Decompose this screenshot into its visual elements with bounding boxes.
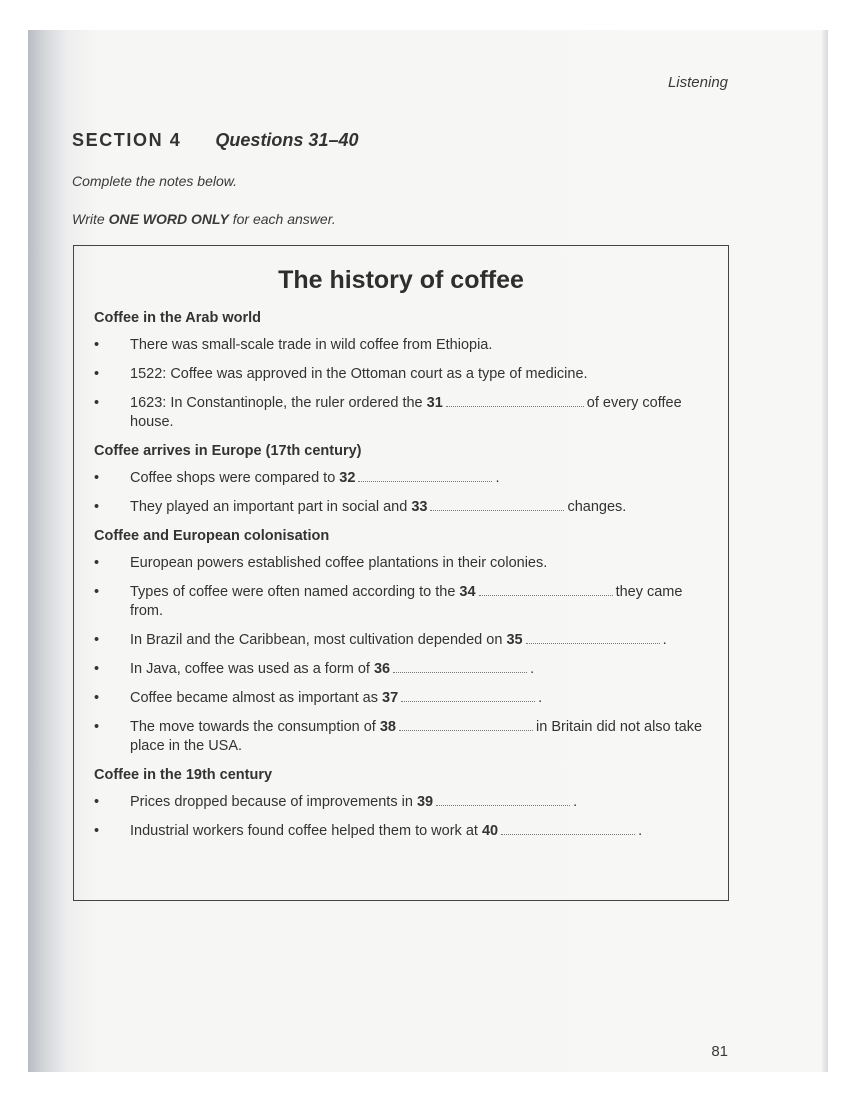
note-text-before: Coffee became almost as important as (130, 690, 378, 706)
note-text-after: . (638, 823, 643, 839)
bullet-icon: • (94, 555, 100, 571)
notes-subheading: Coffee in the Arab world (94, 310, 262, 326)
bullet-icon: • (94, 823, 100, 839)
note-text-after: . (530, 661, 535, 677)
note-item (94, 336, 706, 355)
instruction-word-limit (72, 211, 336, 227)
note-item (94, 365, 706, 384)
notes-subheading: Coffee arrives in Europe (17th century) (94, 443, 362, 459)
note-item (94, 822, 706, 841)
page-edge-shadow (822, 30, 828, 1072)
note-text-before: They played an important part in social and (130, 499, 408, 515)
note-text-before: 1623: In Constantinople, the ruler ordered the (130, 395, 423, 411)
note-text-after: changes. (567, 499, 627, 515)
answer-blank[interactable] (399, 729, 533, 731)
bullet-icon: • (94, 794, 100, 810)
answer-blank[interactable] (446, 405, 584, 407)
notes-subheading: Coffee and European colonisation (94, 528, 330, 544)
note-text: European powers established coffee plantations in their colonies. (130, 555, 548, 571)
question-number: 40 (481, 823, 499, 839)
notes-body (94, 309, 706, 851)
notes-box (73, 245, 729, 901)
question-number: 34 (459, 584, 476, 600)
instruction-emphasis: ONE WORD ONLY (108, 211, 229, 227)
question-number: 39 (416, 794, 434, 810)
note-text-before: Coffee shops were compared to (130, 470, 336, 486)
note-text-after: . (662, 632, 667, 648)
note-text-before: Prices dropped because of improvements in (130, 794, 413, 810)
note-item (94, 660, 706, 679)
note-text-after: . (538, 690, 543, 706)
note-item (94, 689, 706, 708)
bullet-icon: • (94, 499, 100, 515)
question-number: 33 (411, 499, 428, 515)
instruction-complete-notes: Complete the notes below. (72, 173, 237, 189)
bullet-icon: • (94, 661, 100, 677)
question-number: 35 (506, 632, 523, 648)
answer-blank[interactable] (430, 509, 564, 511)
notes-subheading: Coffee in the 19th century (94, 767, 273, 783)
instruction-suffix: for each answer. (232, 211, 336, 227)
note-item (94, 793, 706, 812)
book-page (28, 30, 828, 1072)
note-text-after: they came from. (130, 584, 683, 619)
note-item (94, 718, 706, 756)
bullet-icon: • (94, 337, 100, 353)
note-text-after: . (573, 794, 578, 810)
bullet-icon: • (94, 690, 100, 706)
note-item (94, 583, 706, 621)
question-number: 38 (379, 719, 396, 735)
note-text-before: In Brazil and the Caribbean, most cultivation depended on (130, 632, 503, 648)
note-item (94, 631, 706, 650)
notes-title: The history of coffee (278, 266, 524, 294)
note-text-after: . (495, 470, 500, 486)
note-text-after: in Britain did not also take place in the USA. (130, 719, 703, 754)
bullet-icon: • (94, 584, 100, 600)
answer-blank[interactable] (501, 833, 635, 835)
note-text-before: Industrial workers found coffee helped them to work at (130, 823, 478, 839)
bullet-icon: • (94, 470, 100, 486)
questions-range: Questions 31–40 (215, 130, 359, 150)
note-text-before: In Java, coffee was used as a form of (130, 661, 370, 677)
section-label: SECTION 4 (72, 130, 182, 150)
note-item (94, 469, 706, 488)
instruction-prefix: Write (72, 211, 105, 227)
note-item (94, 554, 706, 573)
note-text-before: The move towards the consumption of (130, 719, 376, 735)
answer-blank[interactable] (358, 480, 492, 482)
answer-blank[interactable] (436, 804, 570, 806)
answer-blank[interactable] (401, 700, 535, 702)
note-item (94, 394, 706, 432)
question-number: 31 (426, 395, 443, 411)
note-text: There was small-scale trade in wild coffee from Ethiopia. (130, 337, 493, 353)
note-item (94, 498, 706, 517)
answer-blank[interactable] (526, 642, 660, 644)
note-text-after: of every coffee house. (130, 395, 682, 430)
bullet-icon: • (94, 395, 100, 411)
note-text: 1522: Coffee was approved in the Ottoman court as a type of medicine. (130, 366, 588, 382)
answer-blank[interactable] (479, 594, 613, 596)
page-number: 81 (711, 1043, 728, 1060)
question-number: 36 (373, 661, 391, 677)
bullet-icon: • (94, 719, 100, 735)
running-head: Listening (667, 74, 728, 91)
section-heading (72, 130, 359, 151)
note-text-before: Types of coffee were often named according to the (130, 584, 456, 600)
bullet-icon: • (94, 632, 100, 648)
question-number: 37 (382, 690, 399, 706)
question-number: 32 (339, 470, 356, 486)
answer-blank[interactable] (393, 671, 527, 673)
bullet-icon: • (94, 366, 100, 382)
